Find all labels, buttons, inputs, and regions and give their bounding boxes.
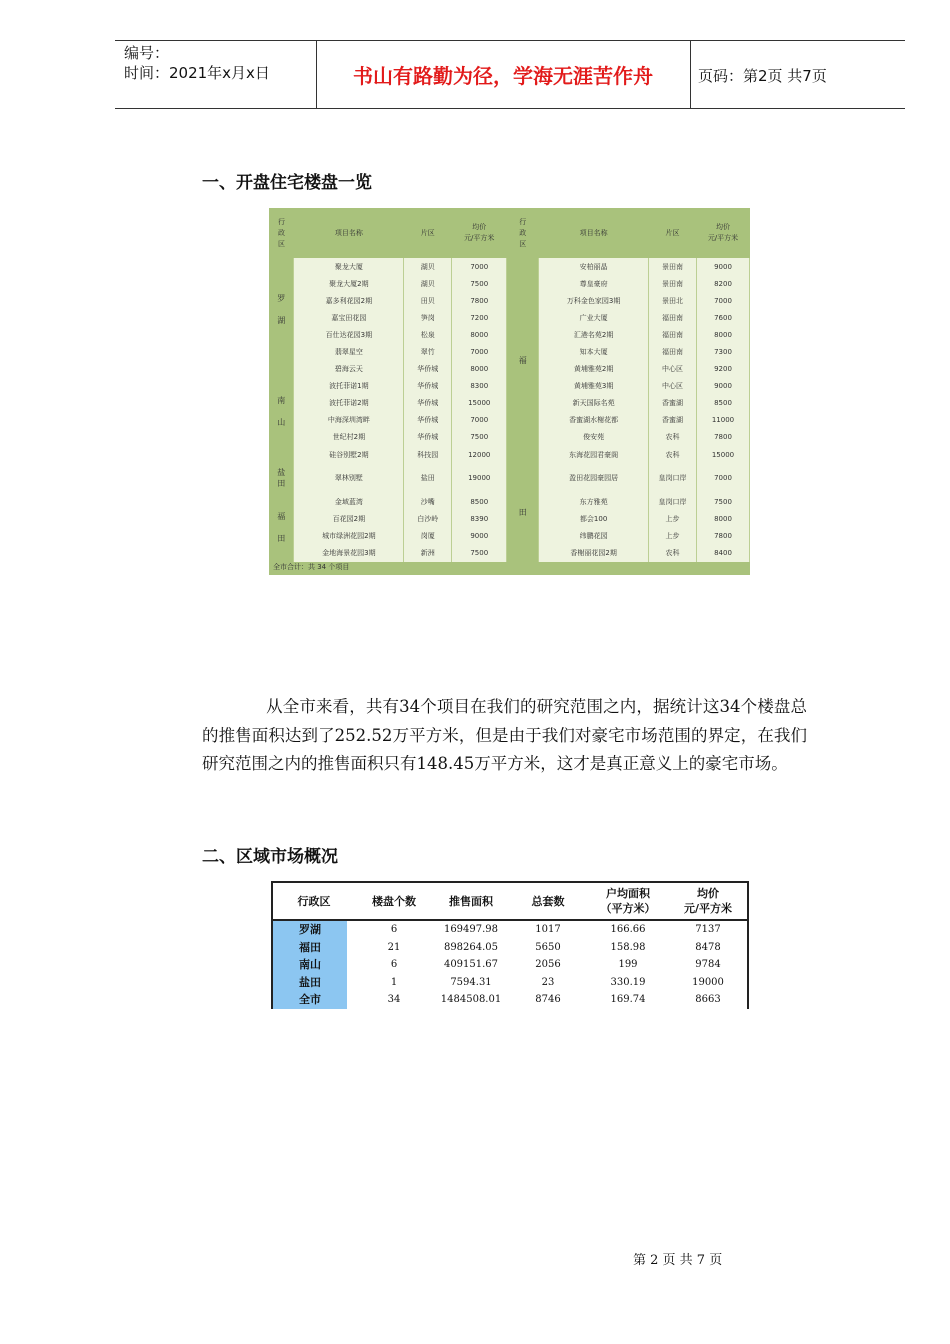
table-cell: 8500 — [452, 493, 507, 510]
table-cell: 皇岗口岸 — [649, 493, 697, 510]
column-header: 片区 — [649, 208, 697, 258]
table-cell: 上步 — [649, 527, 697, 544]
table-cell: 9000 — [452, 527, 507, 544]
table-cell: 34 — [387, 994, 401, 1006]
table-cell: 中海深圳湾畔 — [294, 412, 404, 429]
doc-number-label: 编号： — [124, 44, 170, 62]
column-header: 楼盘个数 — [372, 894, 416, 908]
district-name: 福田 — [273, 939, 347, 957]
header-meta — [124, 43, 270, 83]
table-cell: 8500 — [696, 395, 749, 412]
table-cell: 199 — [618, 959, 638, 971]
table-cell: 百仕达花园3期 — [294, 326, 404, 343]
table-cell: 中心区 — [649, 361, 697, 378]
table-cell: 香蜜湖 — [649, 412, 697, 429]
district-name: 盐田 — [273, 974, 347, 992]
table-cell: 7000 — [452, 343, 507, 360]
table-cell: 农科 — [649, 544, 697, 561]
table-cell: 翠竹 — [404, 343, 452, 360]
district-label: 罗 湖 — [269, 258, 294, 361]
table-cell: 科技园 — [404, 446, 452, 463]
header-page-number: 页码：第2页 共7页 — [698, 67, 827, 85]
table-cell: 城市绿洲花园2期 — [294, 527, 404, 544]
table-cell: 万科金色家园3期 — [539, 292, 649, 309]
table-cell: 7300 — [696, 343, 749, 360]
table-cell: 8400 — [696, 544, 749, 561]
table-cell: 6 — [390, 924, 398, 935]
header-motto: 书山有路勤为径，学海无涯苦作舟 — [353, 64, 653, 88]
table-cell: 7800 — [452, 292, 507, 309]
table-cell: 香蜜湖水榭花都 — [539, 412, 649, 429]
column-header: 行 政 区 — [269, 208, 294, 258]
table-cell: 嘉宝田花园 — [294, 309, 404, 326]
table-cell: 景田南 — [649, 275, 697, 292]
table-cell: 岗厦 — [404, 527, 452, 544]
table-cell: 华侨城 — [404, 361, 452, 378]
table-cell: 华侨城 — [404, 429, 452, 446]
table-cell: 东方雅苑 — [539, 493, 649, 510]
table-cell: 中心区 — [649, 378, 697, 395]
table-cell: 15000 — [696, 446, 749, 463]
district-label: 田 — [507, 463, 539, 561]
table-cell: 波托菲诺2期 — [294, 395, 404, 412]
table-cell: 新洲 — [404, 544, 452, 561]
column-header: 均价 元/平方米 — [696, 208, 749, 258]
table-cell: 169497.98 — [443, 924, 499, 935]
section-title-2: 二、区域市场概况 — [202, 847, 338, 867]
table-cell: 华侨城 — [404, 378, 452, 395]
table-cell: 7500 — [696, 493, 749, 510]
table-cell: 田贝 — [404, 292, 452, 309]
table-cell: 8746 — [535, 994, 561, 1006]
table-cell: 1484508.01 — [440, 994, 502, 1006]
table-cell: 9000 — [696, 378, 749, 395]
table-cell: 华侨城 — [404, 412, 452, 429]
table-cell: 8000 — [696, 510, 749, 527]
district-label: 盐 田 — [269, 463, 294, 493]
column-header: 项目名称 — [294, 208, 404, 258]
table-cell: 166.66 — [610, 924, 646, 935]
doc-time-label: 时间：2021年x月x日 — [124, 64, 270, 82]
table-cell: 金地海景花园3期 — [294, 544, 404, 561]
section-title-1: 一、开盘住宅楼盘一览 — [202, 173, 372, 193]
table-cell: 翡翠星空 — [294, 343, 404, 360]
table-cell: 8663 — [695, 994, 721, 1006]
table-cell: 158.98 — [610, 941, 646, 953]
table-cell: 7600 — [696, 309, 749, 326]
table-cell: 7000 — [452, 412, 507, 429]
table-cell: 俊安苑 — [539, 429, 649, 446]
table-cell: 波托菲诺1期 — [294, 378, 404, 395]
table-cell: 香蜜湖 — [649, 395, 697, 412]
table-cell: 7594.31 — [450, 976, 492, 988]
table-cell: 纬鹏花园 — [539, 527, 649, 544]
table-cell: 广业大厦 — [539, 309, 649, 326]
table-cell: 福田南 — [649, 326, 697, 343]
table-cell: 白沙岭 — [404, 510, 452, 527]
table-row — [269, 258, 750, 275]
summary-paragraph — [202, 693, 807, 779]
table-cell: 6 — [390, 959, 398, 971]
table-cell: 8000 — [696, 326, 749, 343]
table-cell: 景田南 — [649, 258, 697, 275]
table-cell: 169.74 — [610, 994, 646, 1006]
table-cell: 8478 — [695, 941, 721, 953]
column-header: 项目名称 — [539, 208, 649, 258]
district-name: 罗湖 — [273, 921, 347, 939]
table-cell: 9000 — [696, 258, 749, 275]
table-cell: 8200 — [696, 275, 749, 292]
table-cell: 农科 — [649, 446, 697, 463]
table-cell: 1 — [390, 976, 398, 988]
table-cell: 都会100 — [539, 510, 649, 527]
table-cell: 香榭丽花园2期 — [539, 544, 649, 561]
summary-text: 从全市来看，共有34个项目在我们的研究范围之内，据统计这34个楼盘总的推售面积达到了252.52万平方米，但是由于我们对豪宅市场范围的界定，在我们研究范围之内的推售面积只有148.45万平方米，这才是真正意义上的豪宅市场。 — [202, 697, 807, 773]
table-cell: 金域蓝湾 — [294, 493, 404, 510]
table-cell: 7200 — [452, 309, 507, 326]
page-footer: 第 2 页 共 7 页 — [633, 1253, 723, 1268]
table-footer-total: 全市合计：共 34 个项目 — [273, 563, 350, 571]
table-cell: 8000 — [452, 326, 507, 343]
column-header: 总套数 — [531, 894, 565, 908]
table-cell: 沙嘴 — [404, 493, 452, 510]
table-cell: 聚龙大厦 — [294, 258, 404, 275]
table-cell: 9784 — [695, 959, 721, 971]
district-label: 福 田 — [269, 493, 294, 561]
page-header — [115, 40, 905, 109]
table-cell: 19000 — [692, 976, 724, 988]
table-cell: 23 — [541, 976, 555, 988]
table-cell: 7800 — [696, 429, 749, 446]
table-cell: 东海花园君豪阁 — [539, 446, 649, 463]
table-row — [273, 974, 747, 992]
table-cell: 8000 — [452, 361, 507, 378]
table-cell: 19000 — [452, 463, 507, 493]
table-cell: 聚龙大厦2期 — [294, 275, 404, 292]
table-cell: 7137 — [695, 924, 721, 935]
table-cell: 福田南 — [649, 309, 697, 326]
table-cell: 7000 — [452, 258, 507, 275]
table-cell: 碧海云天 — [294, 361, 404, 378]
table-cell: 11000 — [696, 412, 749, 429]
table-cell: 7500 — [452, 275, 507, 292]
district-summary-table — [271, 881, 749, 1009]
table-row — [273, 921, 747, 939]
column-header: 行政区 — [297, 894, 331, 908]
column-header: 户均面积 （平方米） — [600, 887, 656, 915]
table-cell: 15000 — [452, 395, 507, 412]
table-cell: 硅谷别墅2期 — [294, 446, 404, 463]
district-name: 全市 — [273, 991, 347, 1009]
table-cell: 330.19 — [610, 976, 646, 988]
table-cell: 409151.67 — [443, 959, 499, 971]
table-cell: 8300 — [452, 378, 507, 395]
column-header: 片区 — [404, 208, 452, 258]
table-cell: 嘉多利花园2期 — [294, 292, 404, 309]
table-cell: 农科 — [649, 429, 697, 446]
district-label: 南 山 — [269, 361, 294, 464]
housing-project-table — [269, 208, 750, 575]
table-cell: 汇港名苑2期 — [539, 326, 649, 343]
table-row — [273, 939, 747, 957]
table-cell: 1017 — [535, 924, 561, 935]
table-row — [269, 463, 750, 493]
table-cell: 尊皇豪府 — [539, 275, 649, 292]
table-cell: 盐田 — [404, 463, 452, 493]
header-divider — [690, 41, 691, 108]
district-label: 福 — [507, 258, 539, 463]
table-cell: 7500 — [452, 429, 507, 446]
table-cell: 21 — [387, 941, 401, 953]
table-cell: 世纪村2期 — [294, 429, 404, 446]
table-cell: 9200 — [696, 361, 749, 378]
table-cell: 2056 — [535, 959, 561, 971]
table-cell: 百花园2期 — [294, 510, 404, 527]
table-cell: 松泉 — [404, 326, 452, 343]
column-header: 推售面积 — [449, 894, 493, 908]
table-cell: 黄埔雅苑3期 — [539, 378, 649, 395]
column-header: 行 政 区 — [507, 208, 539, 258]
table-cell: 安柏丽晶 — [539, 258, 649, 275]
table-cell: 12000 — [452, 446, 507, 463]
table-cell: 8390 — [452, 510, 507, 527]
district-name: 南山 — [273, 956, 347, 974]
table-cell: 笋岗 — [404, 309, 452, 326]
table-cell: 盈田花园豪园居 — [539, 463, 649, 493]
table-cell: 7000 — [696, 292, 749, 309]
table-cell: 黄埔雅苑2期 — [539, 361, 649, 378]
table-cell: 上步 — [649, 510, 697, 527]
table-cell: 7000 — [696, 463, 749, 493]
table-cell: 898264.05 — [443, 941, 499, 953]
table-cell: 湖贝 — [404, 258, 452, 275]
table-cell: 华侨城 — [404, 395, 452, 412]
table-cell: 皇岗口岸 — [649, 463, 697, 493]
table-row — [273, 956, 747, 974]
column-header: 均价 元/平方米 — [452, 208, 507, 258]
table-cell: 7800 — [696, 527, 749, 544]
column-header: 均价 元/平方米 — [683, 887, 733, 915]
table-cell: 景田北 — [649, 292, 697, 309]
table-row — [273, 991, 747, 1009]
table-cell: 知本大厦 — [539, 343, 649, 360]
table-cell: 翠林别墅 — [294, 463, 404, 493]
table-cell: 新天国际名苑 — [539, 395, 649, 412]
table-cell: 湖贝 — [404, 275, 452, 292]
table-cell: 7500 — [452, 544, 507, 561]
table-cell: 5650 — [535, 941, 561, 953]
housing-project-grid — [269, 208, 750, 562]
table-cell: 福田南 — [649, 343, 697, 360]
